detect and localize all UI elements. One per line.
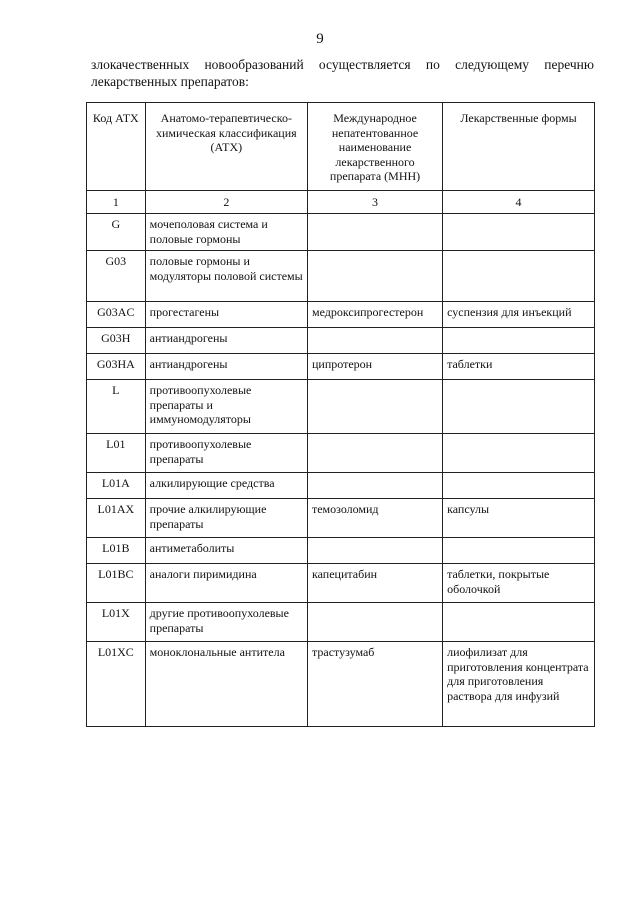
table-row — [87, 473, 595, 499]
atc-classification-cell: другие противоопухолевые препараты — [145, 603, 307, 642]
inn-cell — [307, 538, 442, 564]
atc-classification-cell: половые гормоны и модуляторы половой системы — [145, 251, 307, 302]
atc-classification-cell: мочеполовая система и половые гормоны — [145, 214, 307, 251]
atc-classification-cell: противоопухолевые препараты и иммуномодуляторы — [145, 380, 307, 434]
dosage-form-cell — [443, 434, 595, 473]
header-atc-code: Код АТХ — [87, 103, 146, 191]
atc-code-cell: L01XC — [87, 642, 146, 727]
header-dosage-forms: Лекарственные формы — [443, 103, 595, 191]
atc-classification-cell: алкилирующие средства — [145, 473, 307, 499]
inn-cell: медроксипрогестерон — [307, 302, 442, 328]
dosage-form-cell — [443, 251, 595, 302]
atc-code-cell: G03 — [87, 251, 146, 302]
dosage-form-cell — [443, 214, 595, 251]
inn-cell: ципротерон — [307, 354, 442, 380]
inn-cell — [307, 328, 442, 354]
column-number: 3 — [307, 190, 442, 214]
dosage-form-cell — [443, 603, 595, 642]
inn-cell — [307, 214, 442, 251]
column-number-row — [87, 190, 595, 214]
atc-classification-cell: противоопухолевые препараты — [145, 434, 307, 473]
atc-code-cell: G03H — [87, 328, 146, 354]
atc-code-cell: L01X — [87, 603, 146, 642]
inn-cell — [307, 473, 442, 499]
atc-code-cell: L01AX — [87, 499, 146, 538]
inn-cell: капецитабин — [307, 564, 442, 603]
dosage-form-cell: таблетки, покрытые оболочкой — [443, 564, 595, 603]
table-row — [87, 354, 595, 380]
dosage-form-cell: таблетки — [443, 354, 595, 380]
atc-code-cell: L01A — [87, 473, 146, 499]
table-row — [87, 214, 595, 251]
inn-cell — [307, 434, 442, 473]
table-row — [87, 302, 595, 328]
atc-code-cell: G — [87, 214, 146, 251]
table-row — [87, 603, 595, 642]
atc-code-cell: G03AC — [87, 302, 146, 328]
table-row — [87, 434, 595, 473]
table-row — [87, 499, 595, 538]
atc-drug-table — [86, 102, 595, 727]
dosage-form-cell — [443, 473, 595, 499]
inn-cell: трастузумаб — [307, 642, 442, 727]
atc-classification-cell: антиандрогены — [145, 328, 307, 354]
atc-code-cell: L01BC — [87, 564, 146, 603]
atc-classification-cell: моноклональные антитела — [145, 642, 307, 727]
inn-cell — [307, 251, 442, 302]
atc-code-cell: L01 — [87, 434, 146, 473]
table-row — [87, 328, 595, 354]
atc-classification-cell: антиметаболиты — [145, 538, 307, 564]
table-row — [87, 642, 595, 727]
column-number: 1 — [87, 190, 146, 214]
dosage-form-cell: лиофилизат для приготовления концентрата для приготовления раствора для инфузий — [443, 642, 595, 727]
dosage-form-cell — [443, 328, 595, 354]
atc-classification-cell: прочие алкилирующие препараты — [145, 499, 307, 538]
header-atc-classification: Анатомо-терапевтическо-химическая классификация (АТХ) — [145, 103, 307, 191]
table-row — [87, 564, 595, 603]
inn-cell — [307, 603, 442, 642]
intro-paragraph: злокачественных новообразований осуществляется по следующему перечню лекарственных препаратов: — [91, 57, 594, 89]
column-number: 2 — [145, 190, 307, 214]
dosage-form-cell: капсулы — [443, 499, 595, 538]
atc-classification-cell: антиандрогены — [145, 354, 307, 380]
table-row — [87, 538, 595, 564]
atc-code-cell: L — [87, 380, 146, 434]
inn-cell — [307, 380, 442, 434]
atc-classification-cell: прогестагены — [145, 302, 307, 328]
page-number: 9 — [316, 31, 324, 47]
atc-code-cell: G03HA — [87, 354, 146, 380]
dosage-form-cell — [443, 538, 595, 564]
dosage-form-cell — [443, 380, 595, 434]
atc-classification-cell: аналоги пиримидина — [145, 564, 307, 603]
table-row — [87, 380, 595, 434]
header-inn: Международное непатентованное наименование лекарственного препарата (МНН) — [307, 103, 442, 191]
table-header-row — [87, 103, 595, 191]
inn-cell: темозоломид — [307, 499, 442, 538]
table-row — [87, 251, 595, 302]
dosage-form-cell: суспензия для инъекций — [443, 302, 595, 328]
column-number: 4 — [443, 190, 595, 214]
atc-code-cell: L01B — [87, 538, 146, 564]
